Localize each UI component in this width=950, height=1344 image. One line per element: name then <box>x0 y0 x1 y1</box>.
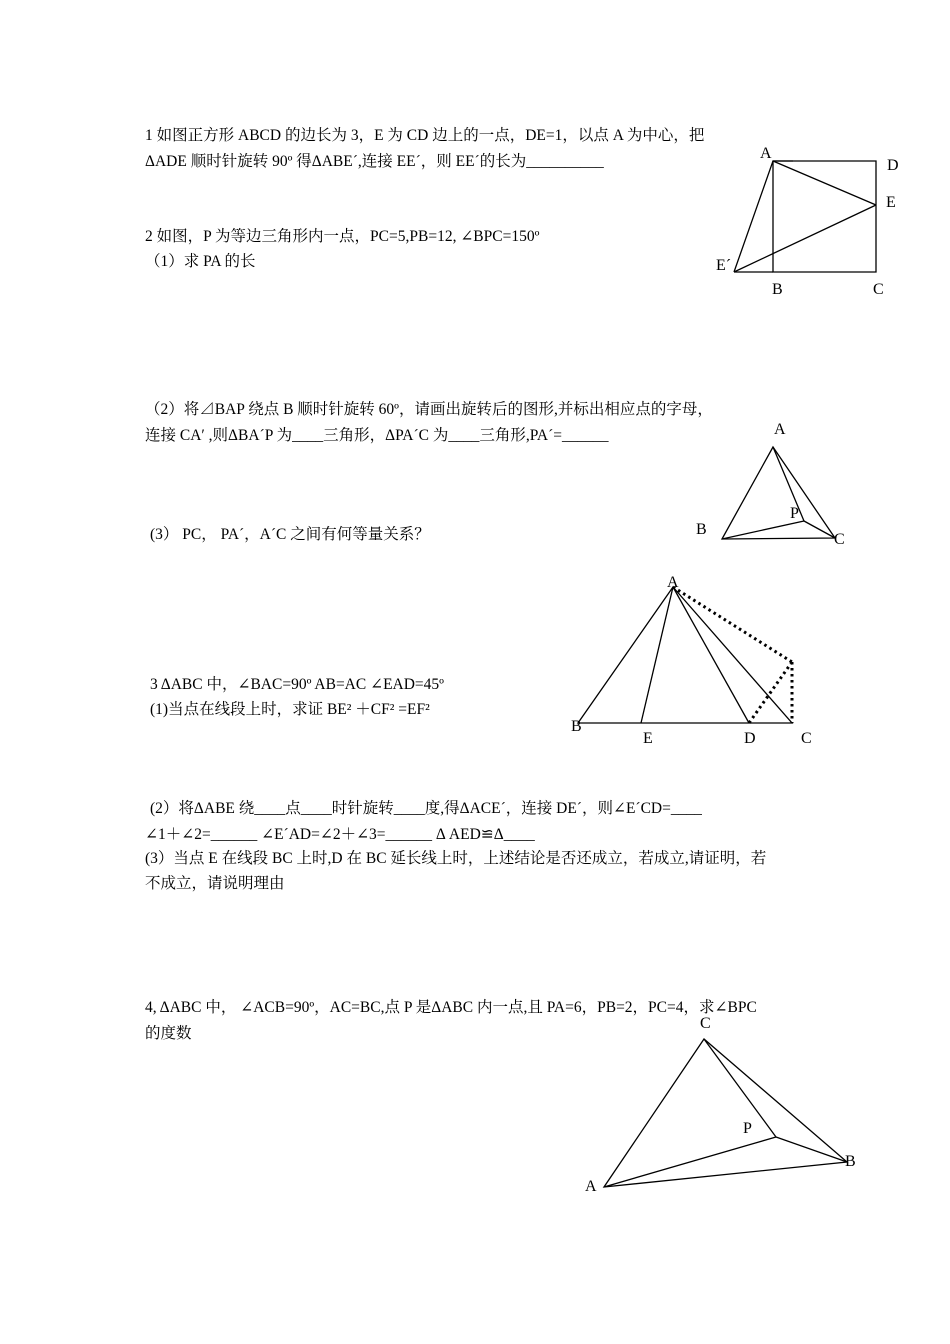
dotted-ae-prime <box>673 587 792 662</box>
label-fig2-b: B <box>696 521 707 538</box>
segment-ae <box>773 161 876 205</box>
dotted-de-prime <box>749 662 792 723</box>
problem-1-line-2: ΔADE 顺时针旋转 90º 得ΔABE´,连接 EE´，则 EE´的长为__________ <box>145 153 604 170</box>
label-fig1-c: C <box>873 281 884 298</box>
problem-4-line-2: 的度数 <box>145 1025 192 1042</box>
label-fig4-c: C <box>700 1015 711 1032</box>
problem-2-question-1: （1）求 PA 的长 <box>145 253 256 270</box>
label-fig3-e: E <box>643 730 653 747</box>
segment-ap <box>773 447 804 521</box>
figure-3-triangle <box>571 574 812 747</box>
segment-bp-fig4 <box>776 1137 847 1162</box>
segment-ap-fig4 <box>604 1137 776 1187</box>
problem-3-question-2-line-1: (2）将ΔABE 绕____点____时针旋转____度,得ΔACE´，连接 DE´，则∠E´CD=____ <box>150 800 702 817</box>
triangle-abc-fig4 <box>604 1039 847 1187</box>
label-fig1-b: B <box>772 281 783 298</box>
label-fig1-d: D <box>887 157 899 174</box>
segment-ad-fig3 <box>673 587 749 723</box>
label-fig1-e-prime: E´ <box>716 257 732 274</box>
problem-2-question-2-line-2: 连接 CA′ ,则ΔBA´P 为____三角形，ΔPA´C 为____三角形,PA´=______ <box>145 427 609 444</box>
problem-2-question-2-line-1: （2）将⊿BAP 绕点 B 顺时针旋转 60º，请画出旋转后的图形,并标出相应点的字母， <box>145 401 713 418</box>
problem-3-intro: 3 ΔABC 中，∠BAC=90º AB=AC ∠EAD=45º <box>150 676 444 693</box>
figure-4-triangle <box>585 1015 856 1195</box>
problem-2-question-3: (3） PC， PA´，A´C 之间有何等量关系？ <box>150 526 430 543</box>
label-fig3-a: A <box>667 574 679 591</box>
problem-2-intro: 2 如图，P 为等边三角形内一点，PC=5,PB=12, ∠BPC=150º <box>145 228 540 245</box>
label-fig4-b: B <box>845 1153 856 1170</box>
problem-3-question-3-line-1: (3）当点 E 在线段 BC 上时,D 在 BC 延长线上时，上述结论是否还成立，若成立,请证明，若 <box>145 850 767 867</box>
segment-cp <box>804 521 835 538</box>
label-fig3-b: B <box>571 718 582 735</box>
figure-2-triangle <box>696 421 845 548</box>
square-abcd <box>773 161 876 272</box>
segment-ae-fig3 <box>641 587 673 723</box>
segment-bp <box>722 521 804 539</box>
problem-4-line-1: 4, ΔABC 中， ∠ACB=90º，AC=BC,点 P 是ΔABC 内一点,且 PA=6，PB=2，PC=4，求∠BPC <box>145 999 757 1016</box>
label-fig4-a: A <box>585 1178 597 1195</box>
problem-3-question-2-line-2: ∠1＋∠2=______ ∠E´AD=∠2＋∠3=______ Δ AED≌Δ____ <box>145 826 535 843</box>
label-fig2-c: C <box>834 531 845 548</box>
problem-1-line-1: 1 如图正方形 ABCD 的边长为 3，E 为 CD 边上的一点，DE=1，以点 A 为中心，把 <box>145 127 705 144</box>
label-fig1-a: A <box>760 145 772 162</box>
segment-ee-prime <box>734 205 876 272</box>
label-fig4-p: P <box>743 1120 752 1137</box>
segment-ae-prime <box>734 161 773 272</box>
label-fig1-e: E <box>886 194 896 211</box>
figure-1-square <box>716 145 899 298</box>
label-fig3-c: C <box>801 730 812 747</box>
label-fig3-d: D <box>744 730 756 747</box>
segment-cp-fig4 <box>704 1039 776 1137</box>
label-fig2-p: P <box>790 505 799 522</box>
problem-3-question-3-line-2: 不成立，请说明理由 <box>145 875 285 892</box>
label-fig2-a: A <box>774 421 786 438</box>
problem-3-question-1: (1)当点在线段上时，求证 BE² ＋CF² =EF² <box>150 701 430 718</box>
